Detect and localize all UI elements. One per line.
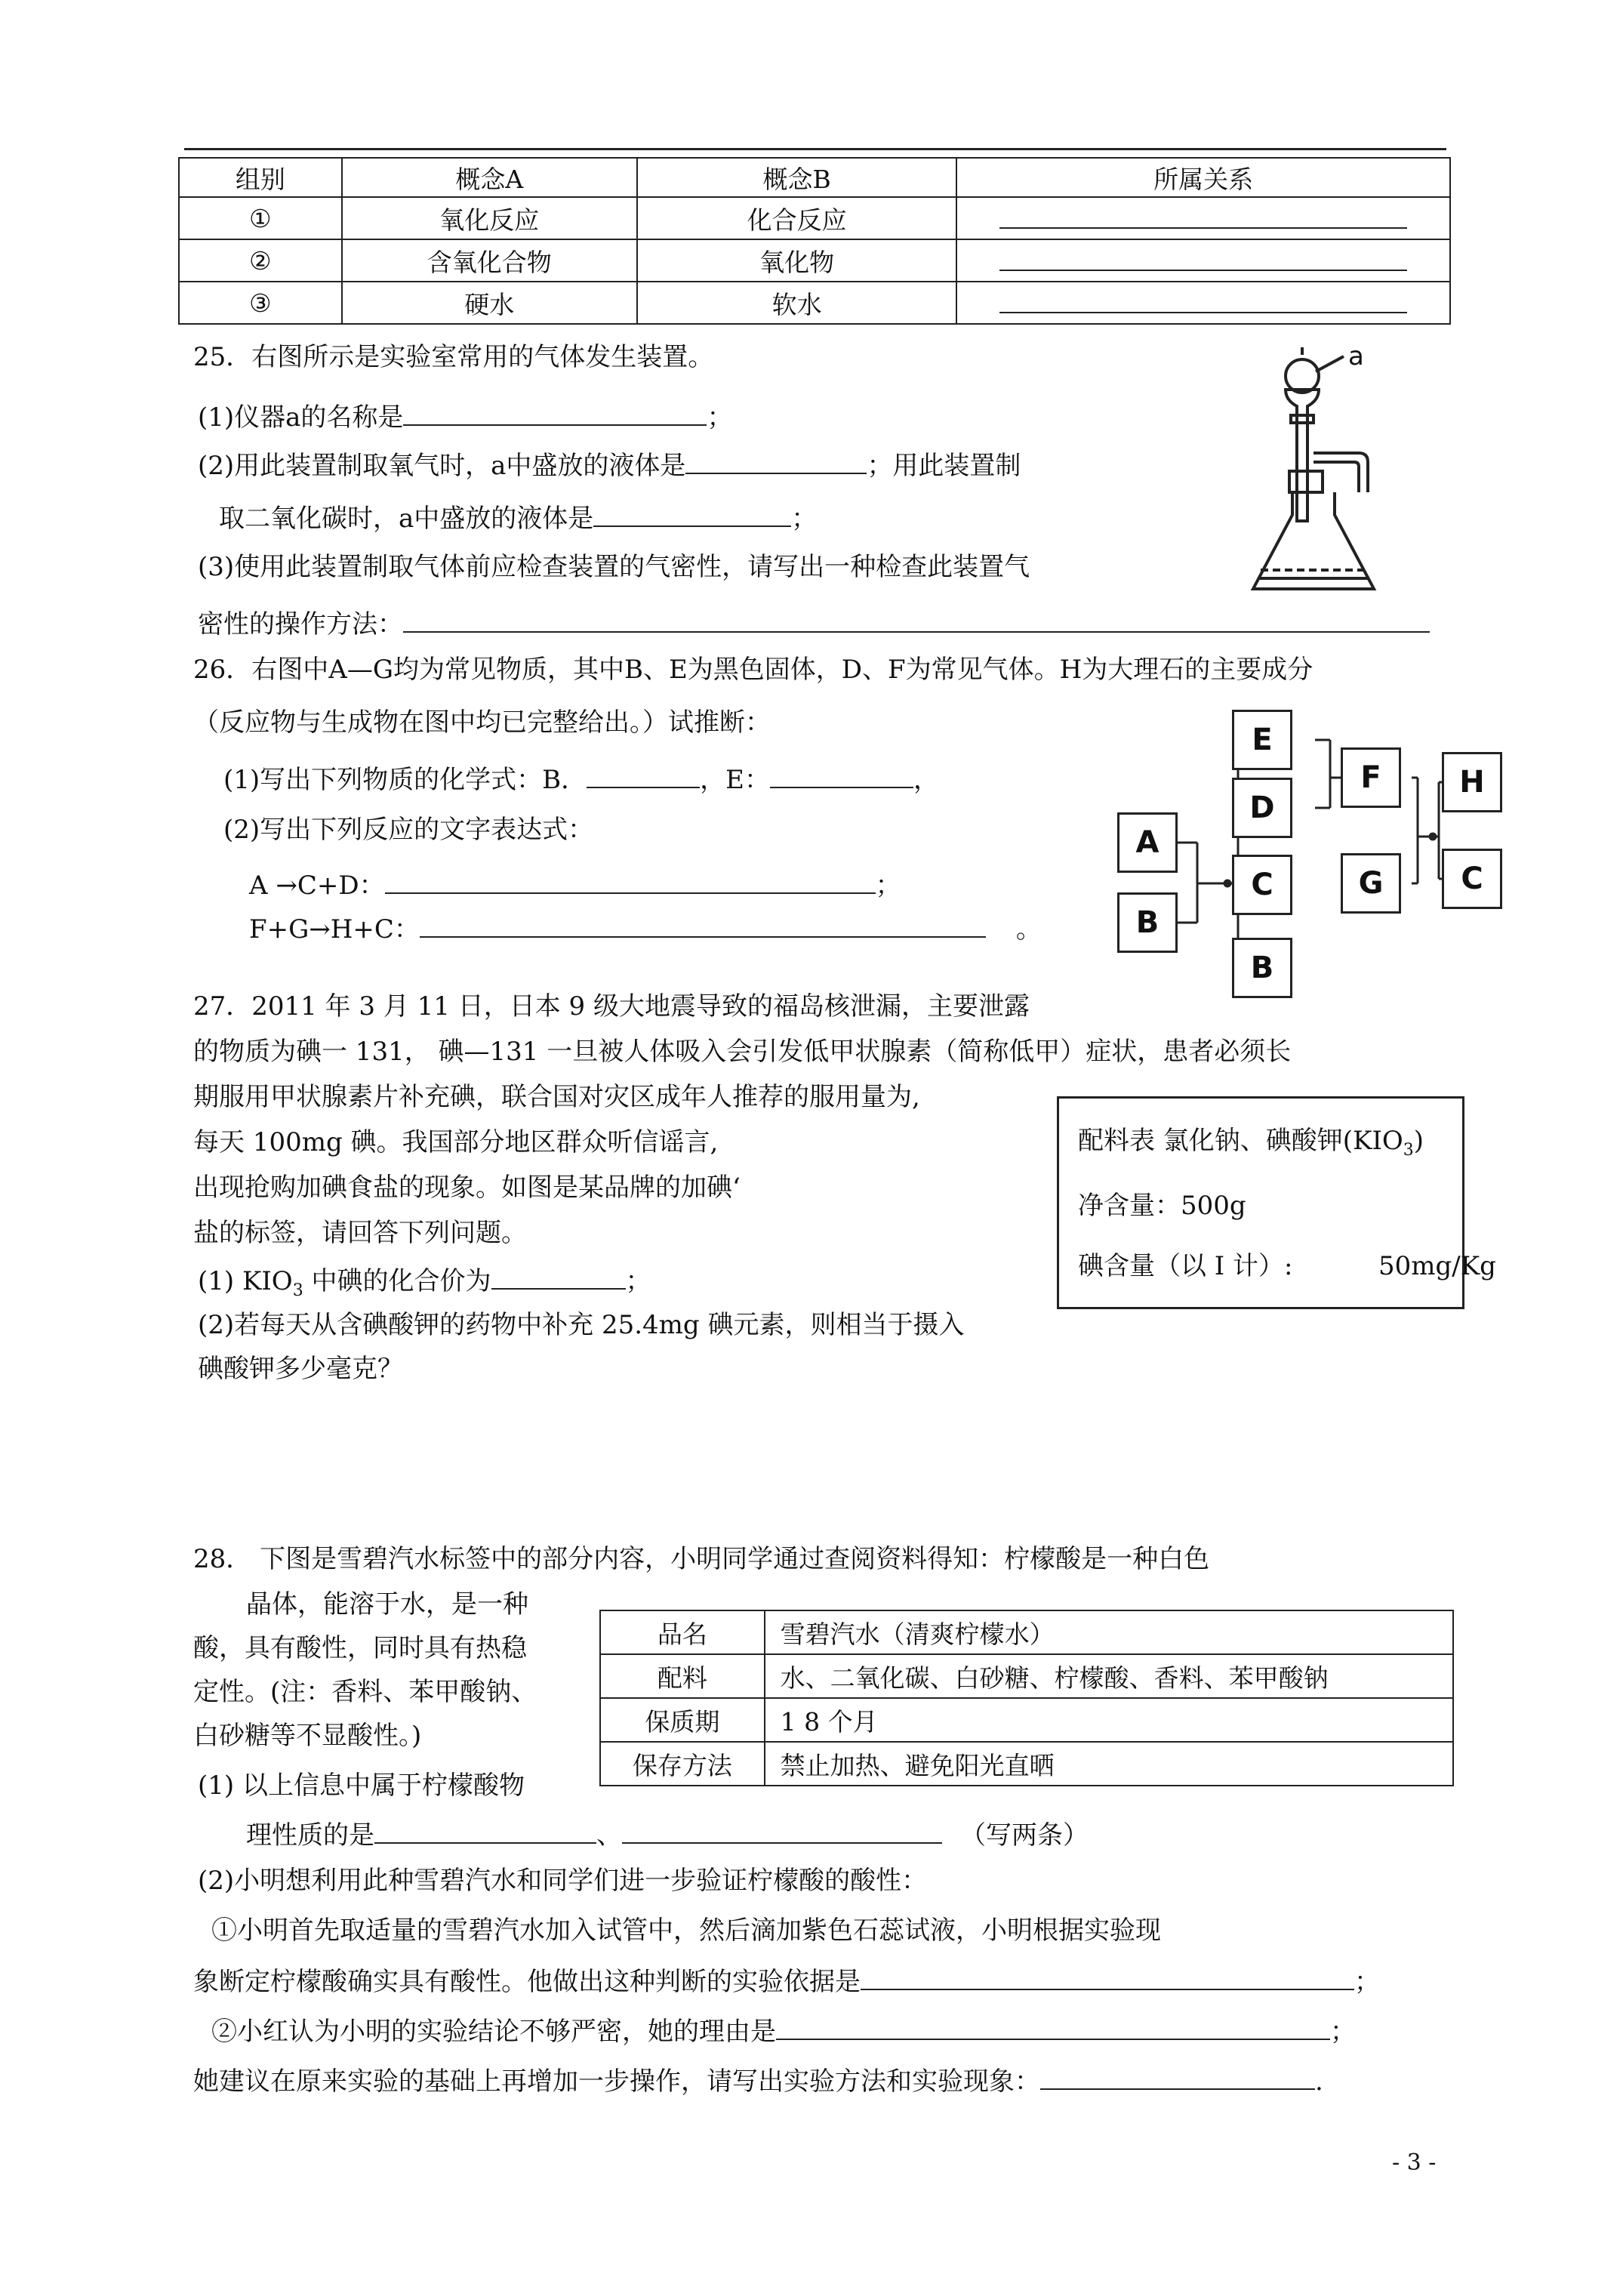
answer-blank[interactable] [861,1963,1354,1990]
answer-blank[interactable] [403,399,707,426]
answer-blank[interactable] [420,911,986,938]
sprite-value: 禁止加热、避免阳光直晒 [765,1742,1453,1786]
row-group: ② [179,239,342,282]
sprite-label-table [599,1610,1454,1786]
q28-part1b: 理性质的是 、 （写两条） [246,1817,1089,1851]
answer-blank[interactable] [1040,2063,1315,2090]
q28-side-line: 酸，具有酸性，同时具有热稳 [193,1633,527,1663]
salt-label-net: 净含量：500g [1078,1191,1246,1221]
q27-line5: 出现抢购加碘食盐的现象。如图是某品牌的加碘‘ [193,1173,741,1203]
apparatus-label-a: a [1348,341,1364,371]
q28-step1b: 象断定柠檬酸确实具有酸性。他做出这种判断的实验依据是 ； [193,1963,1380,1998]
q26-reaction2: F+G→H+C： 。 [249,911,1042,945]
q27-line3: 期服用甲状腺素片补充碘，联合国对灾区成年人推荐的服用量为, [193,1082,920,1112]
q25-part2: (2)用此装置制取氧气时，a中盛放的液体是 ；用此装置制 [198,447,1021,482]
q28-side-line: 晶体，能溶于水，是一种 [246,1589,528,1620]
row-concept-a: 氧化反应 [342,197,637,239]
q28-side-line: 定性。(注：香料、苯甲酸钠、 [193,1677,537,1707]
q28-part1: (1) 以上信息中属于柠檬酸物 [198,1771,525,1801]
q28-step3: 她建议在原来实验的基础上再增加一步操作，请写出实验方法和实验现象： . [193,2063,1323,2097]
q27-line1: 27．2011 年 3 月 11 日，日本 9 级大地震导致的福岛核泄漏，主要泄露 [193,991,1030,1022]
sprite-value: 1 8 个月 [765,1698,1453,1742]
q25-part1: (1)仪器a的名称是 ； [198,399,732,433]
q25-part2b: 取二氧化碳时，a中盛放的液体是 ； [219,500,817,535]
answer-blank[interactable] [776,2013,1330,2040]
salt-label-iodine-value: 50mg/Kg [1378,1251,1496,1281]
relation-answer[interactable] [956,282,1450,324]
q26-part2: (2)写出下列反应的文字表达式： [223,815,594,845]
row-group: ① [179,197,342,239]
q27-part2b: 碘酸钾多少毫克？ [198,1354,403,1384]
sprite-value: 水、二氧化碳、白砂糖、柠檬酸、香料、苯甲酸钠 [765,1654,1453,1698]
header-concept-a: 概念A [342,158,637,197]
q28-side-line: 白砂糖等不显酸性。) [193,1721,422,1751]
answer-blank[interactable] [685,447,867,474]
answer-blank[interactable] [385,867,876,894]
header-relation: 所属关系 [956,158,1450,197]
q28-step1: ①小明首先取适量的雪碧汽水加入试管中，然后滴加紫色石蕊试液，小明根据实验现 [211,1915,1161,1946]
q28-step2: ②小红认为小明的实验结论不够严密，她的理由是 ； [211,2013,1356,2048]
node-e: E [1232,710,1292,770]
answer-blank[interactable] [374,1817,596,1844]
answer-blank[interactable] [593,500,791,527]
page-number: - 3 - [1392,2150,1437,2176]
sprite-key: 配料 [600,1654,765,1698]
sprite-key: 保质期 [600,1698,765,1742]
node-b: B [1117,892,1178,953]
q28-part2: (2)小明想利用此种雪碧汽水和同学们进一步验证柠檬酸的酸性： [198,1866,928,1896]
q27-line2: 的物质为碘一 131， 碘—131 一旦被人体吸入会引发低甲状腺素（简称低甲）症状，患者必须长 [193,1037,1292,1067]
salt-label-iodine: 碘含量（以 I 计）: [1078,1251,1293,1281]
header-concept-b: 概念B [637,158,956,197]
row-concept-b: 化合反应 [637,197,956,239]
header-rule [184,148,1446,150]
q25-title: 25．右图所示是实验室常用的气体发生装置。 [193,342,714,372]
q25-part3b: 密性的操作方法： [198,606,1430,640]
sprite-key: 保存方法 [600,1742,765,1786]
relation-answer[interactable] [956,239,1450,282]
answer-blank[interactable] [770,761,913,788]
relation-answer[interactable] [956,197,1450,239]
node-f: F [1341,747,1401,808]
row-concept-b: 软水 [637,282,956,324]
q27-part1: (1) $KIO_3$ 中碘的化合价为 ； [198,1262,651,1307]
concept-table [178,157,1451,325]
gas-generator-apparatus [1238,340,1419,627]
node-c: C [1232,855,1292,915]
answer-blank[interactable] [587,761,700,788]
row-concept-a: 含氧化合物 [342,239,637,282]
q27-part2: (2)若每天从含碘酸钾的药物中补充 25.4mg 碘元素，则相当于摄入 [198,1310,965,1340]
q26-reaction1: A →C+D： ； [249,867,901,901]
q28-line1: 28． 下图是雪碧汽水标签中的部分内容，小明同学通过查阅资料得知：柠檬酸是一种白色 [193,1544,1210,1574]
row-concept-a: 硬水 [342,282,637,324]
q27-line4: 每天 100mg 碘。我国部分地区群众听信谣言, [193,1127,719,1157]
answer-blank[interactable] [622,1817,942,1844]
node-h: H [1442,752,1502,812]
row-group: ③ [179,282,342,324]
node-a: A [1117,812,1178,873]
header-group: 组别 [179,158,342,197]
node-g: G [1341,853,1401,914]
answer-blank[interactable] [491,1262,626,1290]
sprite-value: 雪碧汽水（清爽柠檬水） [765,1610,1453,1654]
q26-line2: （反应物与生成物在图中均已完整给出。）试推断： [193,707,771,738]
q26-part1: (1)写出下列物质的化学式：B． ，E： ， [223,761,939,796]
node-b: B [1232,938,1292,998]
q26-title: 26．右图中A—G均为常见物质，其中B、E为黑色固体，D、F为常见气体。H为大理石的主要成分 [193,655,1313,685]
salt-label-ingredients: 配料表 氯化钠、碘酸钾$(KIO_3)$ [1078,1126,1424,1160]
q25-part3: (3)使用此装置制取气体前应检查装置的气密性，请写出一种检查此装置气 [198,552,1030,582]
sprite-key: 品名 [600,1610,765,1654]
row-concept-b: 氧化物 [637,239,956,282]
node-d: D [1232,778,1292,838]
node-c: C [1442,849,1502,909]
q27-line6: 盐的标签，请回答下列问题。 [193,1218,527,1248]
